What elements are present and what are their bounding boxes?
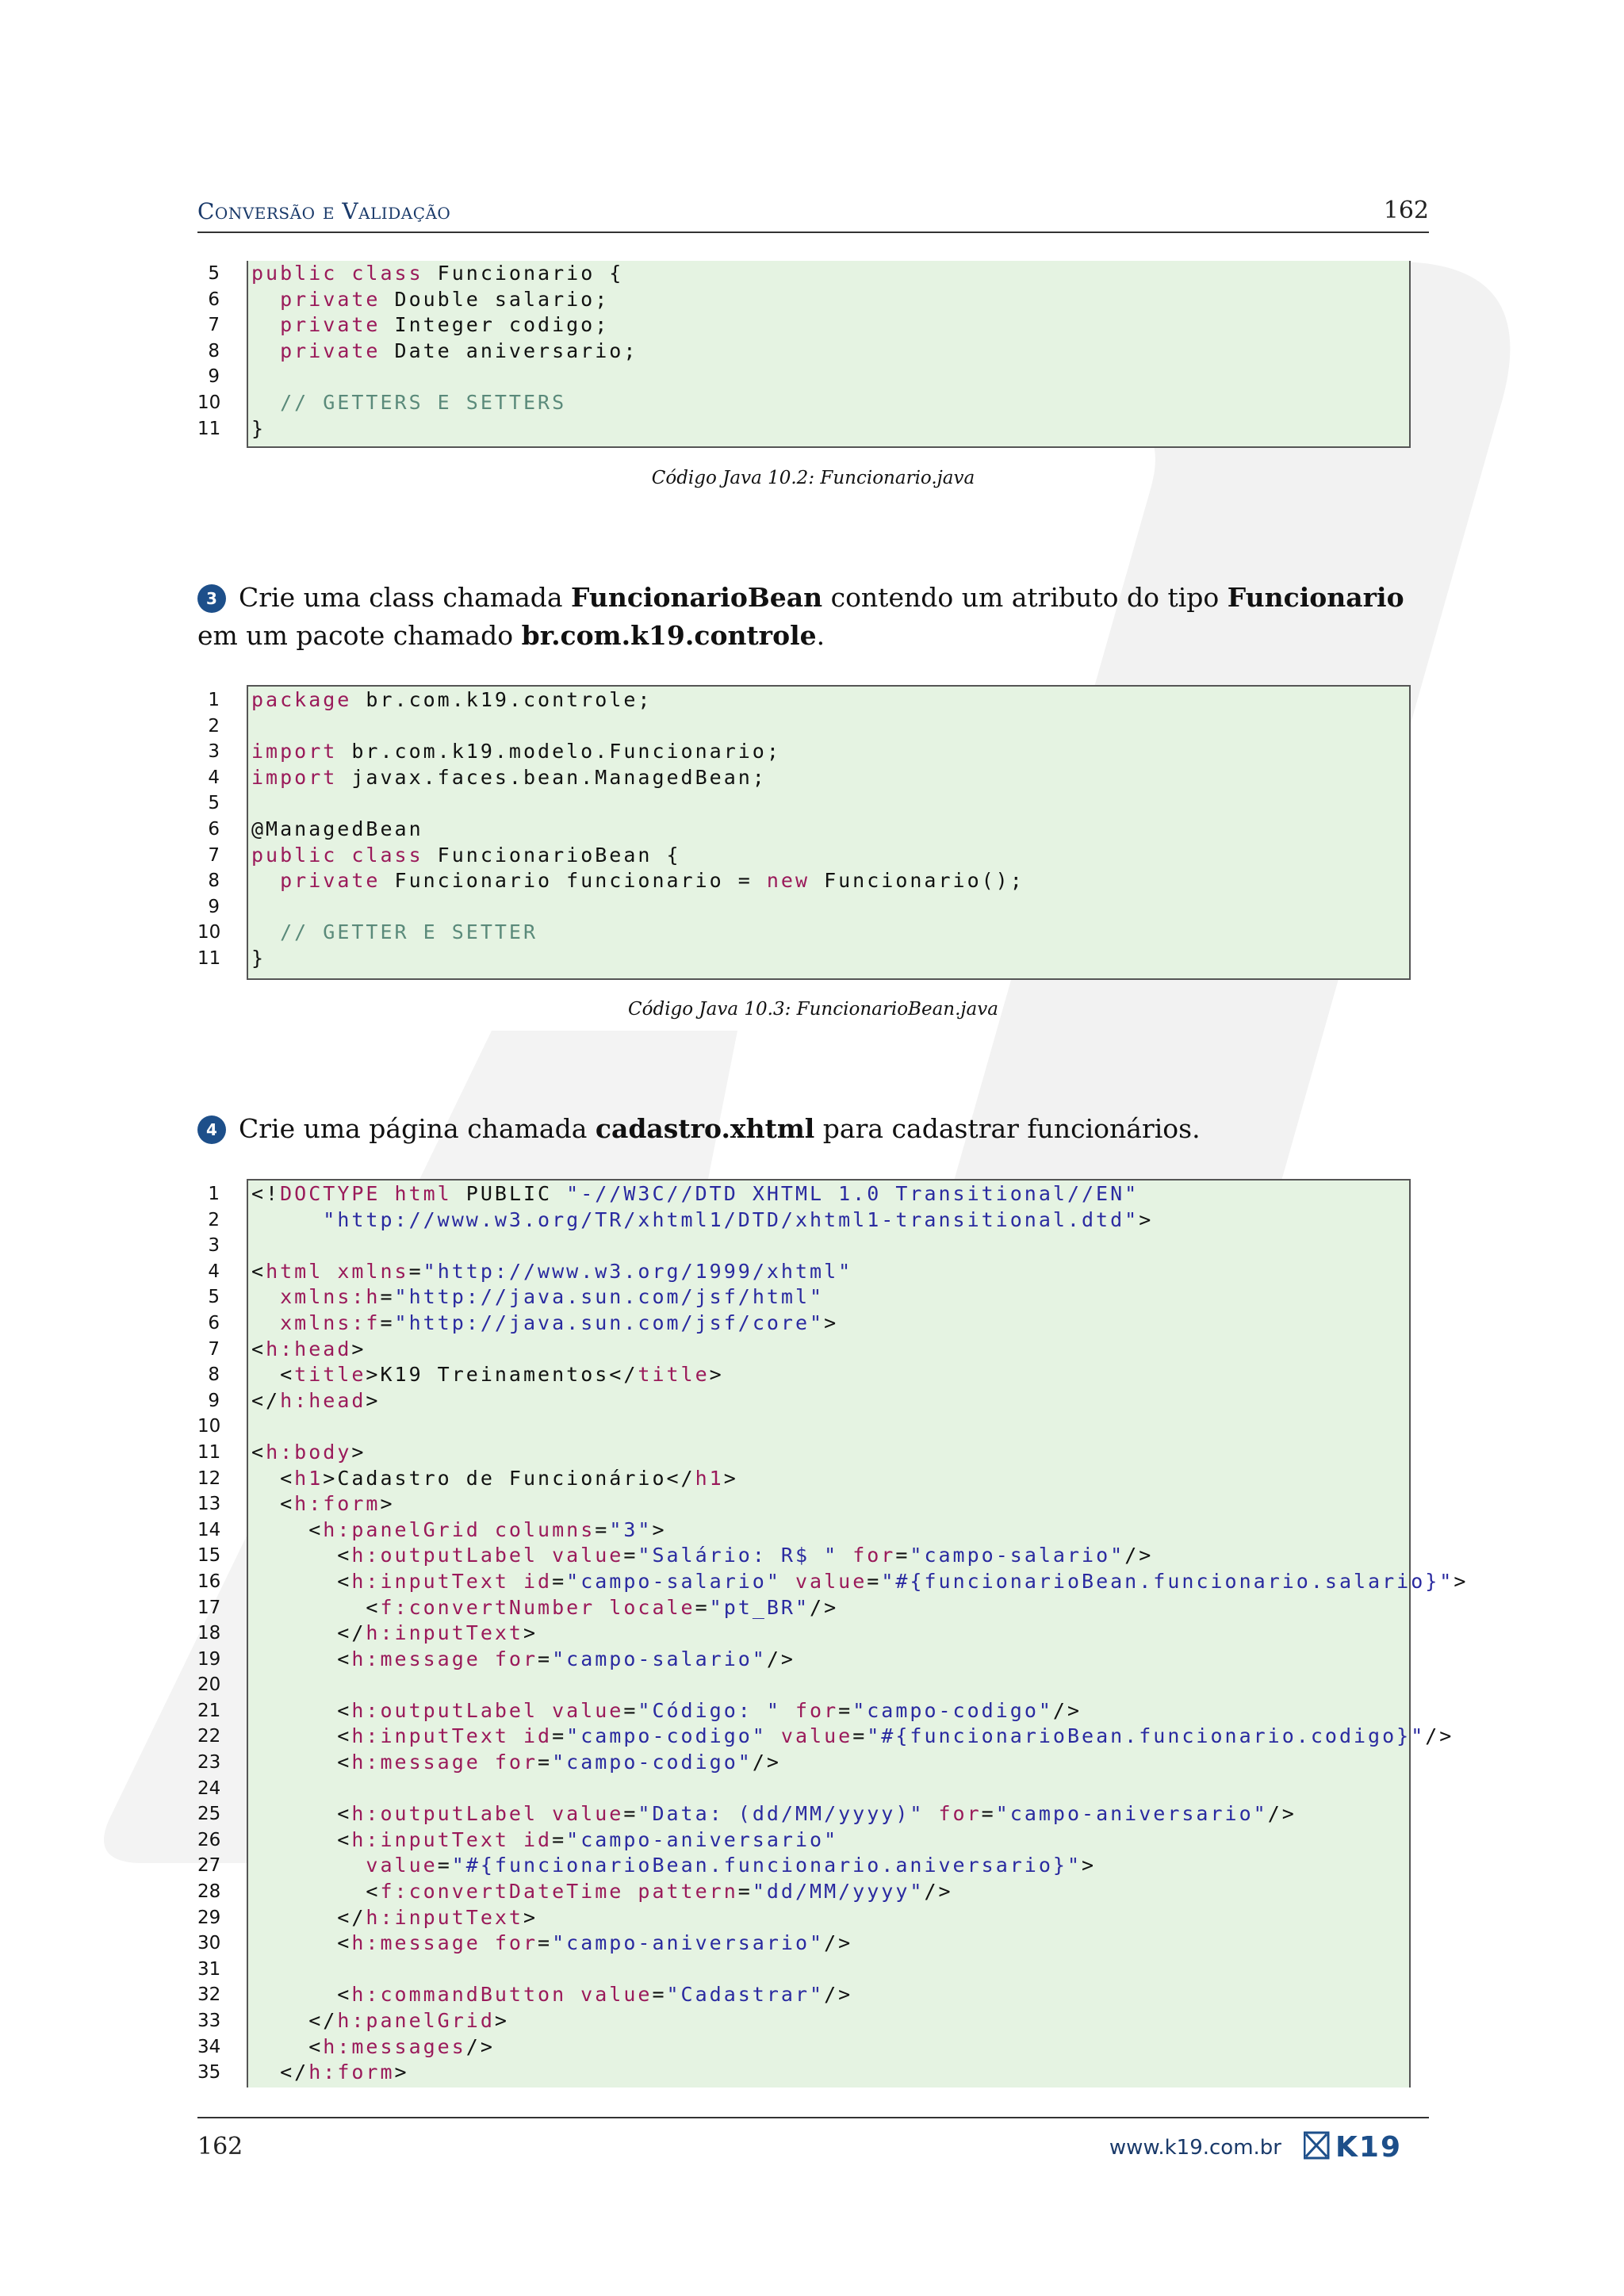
line-number: 1 [208,690,220,710]
code-text: // GETTER E SETTER [280,920,538,944]
line-number: 8 [208,871,220,892]
code-text: <f:convertNumber locale="pt_BR"/> [251,1595,839,1619]
code-line [197,1569,1469,1595]
code-line [197,739,1411,765]
code-line [197,390,1411,416]
line-number: 6 [208,1312,220,1334]
code-text: <h:message for="campo-salario"/> [251,1647,795,1670]
code-text: <title>K19 Treinamentos</title> [251,1363,724,1387]
code-text: </h:head> [251,1388,381,1412]
line-number: 4 [208,767,220,788]
k19-logo [1304,2130,1431,2161]
code-line [197,1853,1411,1879]
line-number: 5 [208,263,220,284]
line-number: 11 [197,418,221,439]
code-text: private Integer codigo; [280,313,610,337]
code-line [197,1879,1411,1905]
footer-rule [197,2117,1429,2118]
code-line [197,1233,1411,1259]
code-line [197,1931,1411,1957]
line-number: 6 [208,818,220,840]
line-number: 26 [197,1829,221,1850]
code-line [197,1982,1411,2008]
code-listing-cadastro-xhtml [197,1179,1469,2087]
code-line [197,1284,1411,1311]
line-number: 9 [208,1390,220,1411]
step-number-badge: 4 [197,1115,226,1144]
line-number: 32 [197,1984,221,2006]
code-line [197,868,1411,894]
code-line [197,843,1411,869]
code-line [197,1621,1411,1647]
code-line [197,946,1411,972]
code-line [197,1517,1411,1544]
line-number: 31 [197,1958,221,1980]
code-line [197,1750,1411,1776]
code-text: <f:convertDateTime pattern="dd/MM/yyyy"/> [251,1880,953,1904]
code-line [197,765,1411,791]
code-text: public class FuncionarioBean { [251,843,681,867]
line-number: 24 [197,1777,221,1799]
code-line [197,714,1411,740]
code-line [197,1207,1411,1234]
code-line [197,1827,1411,1854]
code-caption: Código Java 10.2: Funcionario.java [651,468,975,488]
code-line [197,894,1411,920]
step-3-paragraph: 3 Crie uma class chamada FuncionarioBean contendo um atributo do tipo Funcionario em um pacote chamado br.com.k19.controle. [197,582,1404,651]
code-text: import br.com.k19.modelo.Funcionario; [251,740,781,763]
code-listing-funcionario [197,261,1411,448]
code-text: package br.com.k19.controle; [251,688,653,711]
header-page-number: 162 [1383,197,1429,224]
code-line [197,1724,1454,1750]
line-number: 10 [197,1416,221,1437]
header-rule [197,232,1429,233]
chapter-title: Conversão e Validação [197,198,451,224]
footer-url[interactable]: www.k19.com.br [1109,2136,1281,2160]
code-text: <h:outputLabel value="Código: " for="campo-codigo"/> [251,1698,1082,1722]
line-number: 6 [208,289,220,310]
line-number: 8 [208,1364,220,1386]
code-line [197,261,1411,287]
line-number: 1 [208,1184,220,1204]
line-number: 33 [197,2011,221,2031]
code-line [197,1543,1411,1569]
line-number: 4 [208,1261,220,1282]
code-line [197,416,1411,442]
code-line [197,2034,1411,2061]
code-text: } [251,946,266,970]
line-number: 18 [197,1623,221,1644]
line-number: 29 [197,1907,221,1928]
code-text: <h:inputText id="campo-aniversario" [251,1827,839,1851]
code-line [197,1466,1411,1492]
code-line [197,687,1411,714]
code-text: } [251,416,266,440]
step-number-badge: 3 [197,584,226,613]
code-lines [197,261,1411,442]
code-line [197,1776,1411,1802]
line-number: 3 [208,741,220,763]
code-line [197,287,1411,313]
line-number: 2 [208,715,220,737]
line-number: 10 [197,392,221,413]
code-text: </h:panelGrid> [251,2009,509,2032]
code-line [197,1801,1411,1827]
code-text: <h:head> [251,1337,366,1360]
code-text: </h:form> [251,2061,409,2084]
code-text: import javax.faces.bean.ManagedBean; [251,765,767,789]
code-text: <!DOCTYPE html PUBLIC "-//W3C//DTD XHTML 1.0 Transitional//EN" [251,1182,1139,1205]
code-text: private Funcionario funcionario = new Funcionario(); [280,869,1025,893]
code-listing-funcionariobean [197,685,1411,980]
footer-page-number: 162 [197,2133,243,2160]
code-text: <h:outputLabel value="Salário: R$ " for="campo-salario"/> [251,1544,1154,1567]
line-number: 11 [197,1441,221,1463]
code-text: xmlns:f="http://java.sun.com/jsf/core"> [280,1311,839,1334]
line-number: 9 [208,366,220,388]
code-text: private Double salario; [280,287,610,311]
line-number: 10 [197,922,221,943]
line-number: 7 [208,844,220,866]
code-line [197,817,1411,843]
line-number: 27 [197,1855,221,1877]
line-number: 5 [208,793,220,814]
code-text: <h:commandButton value="Cadastrar"/> [251,1983,853,2007]
line-number: 19 [197,1648,221,1670]
line-number: 2 [208,1209,220,1230]
code-text: <h:inputText id="campo-salario" value="#{funcionarioBean.funcionario.salario}"> [251,1569,1469,1593]
line-number: 30 [197,1933,221,1954]
line-number: 21 [197,1700,221,1721]
code-line [197,1957,1411,1983]
code-line [197,1595,1411,1621]
line-number: 23 [197,1752,221,1774]
code-text: value="#{funcionarioBean.funcionario.aniversario}"> [366,1854,1097,1877]
code-text: @ManagedBean [251,817,423,840]
line-number: 8 [208,340,220,362]
code-text: "http://www.w3.org/TR/xhtml1/DTD/xhtml1-transitional.dtd"> [323,1207,1154,1231]
line-number: 7 [208,1338,220,1360]
code-text: </h:inputText> [251,1905,538,1929]
code-line [197,1311,1411,1337]
code-line [197,1491,1411,1517]
line-number: 13 [197,1494,221,1515]
code-text: // GETTERS E SETTERS [280,390,567,414]
code-text: private Date aniversario; [280,339,638,362]
line-number: 34 [197,2036,221,2057]
code-text: <h:outputLabel value="Data: (dd/MM/yyyy)" for="campo-aniversario"/> [251,1802,1297,1826]
code-lines [197,1181,1469,2086]
step-4-paragraph: 4 Crie uma página chamada cadastro.xhtml para cadastrar funcionários. [197,1110,1429,1148]
line-number: 25 [197,1804,221,1825]
code-line [197,1337,1411,1363]
code-text: <h:message for="campo-codigo"/> [251,1751,781,1774]
code-text: public class Funcionario { [251,262,624,285]
code-line [197,2008,1411,2034]
code-text: <h:messages/> [251,2034,495,2058]
code-text: <h:form> [251,1492,395,1516]
code-line [197,2060,1411,2086]
line-number: 5 [208,1287,220,1308]
code-line [197,1905,1411,1931]
line-number: 35 [197,2062,221,2084]
line-number: 15 [197,1545,221,1567]
code-lines [197,687,1411,972]
code-line [197,1672,1411,1698]
code-text: xmlns:h="http://java.sun.com/jsf/html" [280,1285,825,1309]
line-number: 3 [208,1235,220,1257]
code-line [197,1388,1411,1414]
line-number: 11 [197,947,221,969]
line-number: 9 [208,896,220,917]
code-caption: Código Java 10.3: FuncionarioBean.java [628,999,998,1020]
line-number: 17 [197,1597,221,1618]
line-number: 12 [197,1468,221,1489]
code-text: </h:inputText> [251,1621,538,1645]
code-line [197,1362,1411,1388]
code-line [197,1647,1411,1673]
line-number: 22 [197,1726,221,1747]
line-number: 16 [197,1571,221,1592]
code-line [197,339,1411,365]
code-line [197,1181,1411,1207]
code-line [197,312,1411,339]
code-text: <h:inputText id="campo-codigo" value="#{funcionarioBean.funcionario.codigo}"/> [251,1724,1454,1748]
code-text: <h1>Cadastro de Funcionário</h1> [251,1466,738,1490]
line-number: 7 [208,315,220,336]
line-number: 28 [197,1881,221,1903]
code-line [197,920,1411,946]
code-text: <html xmlns="http://www.w3.org/1999/xhtml" [251,1259,853,1283]
code-line [197,1259,1411,1285]
line-number: 14 [197,1519,221,1540]
code-line [197,1698,1411,1724]
code-text: <h:message for="campo-aniversario"/> [251,1931,853,1955]
logo-text: K19 [1335,2131,1402,2161]
line-number: 20 [197,1674,221,1696]
code-text: <h:panelGrid columns="3"> [251,1517,667,1541]
code-line [197,1414,1411,1440]
code-line [197,790,1411,817]
code-line [197,1440,1411,1466]
code-text: <h:body> [251,1440,366,1464]
code-line [197,364,1411,390]
